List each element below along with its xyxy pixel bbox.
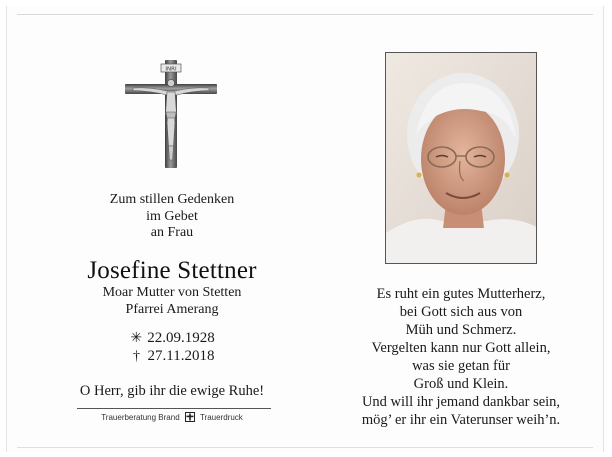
verse-line: Und will ihr jemand dankbar sein, xyxy=(361,394,561,410)
printer-footer xyxy=(27,412,317,422)
bottom-edge-divider xyxy=(17,447,593,448)
verse-line: Vergelten kann nur Gott allein, xyxy=(371,340,551,356)
death-date: 27.11.2018 xyxy=(147,347,215,364)
birth-date-row xyxy=(27,330,317,348)
verse-line: was sie getan für xyxy=(412,358,510,374)
portrait-photo xyxy=(385,52,537,264)
death-date-row xyxy=(27,348,317,366)
prayer-line: O Herr, gib ihr die ewige Ruhe! xyxy=(79,383,265,399)
intro-line: an Frau xyxy=(150,225,194,240)
birth-date: 22.09.1928 xyxy=(147,330,215,346)
title-line: Pfarrei Amerang xyxy=(125,302,219,317)
title-line: Moar Mutter von Stetten xyxy=(102,285,242,300)
memorial-verse xyxy=(325,285,597,429)
portrait-image xyxy=(386,53,537,264)
intro-text xyxy=(27,192,317,242)
crucifix-icon xyxy=(123,52,219,172)
inri-sign: INRI xyxy=(165,66,177,73)
birth-star-icon: ✳ xyxy=(130,331,143,346)
footer-left-text: Trauerberatung Brand xyxy=(101,413,180,422)
deceased-name: Josefine Stettner xyxy=(87,257,257,284)
cross-square-logo-icon xyxy=(185,412,195,422)
footer-divider xyxy=(77,408,271,409)
verse-line: Müh und Schmerz. xyxy=(405,322,517,338)
deceased-title xyxy=(27,284,317,318)
life-dates xyxy=(27,330,317,365)
intro-line: im Gebet xyxy=(146,208,198,224)
verse-line: mög’ er ihr ein Vaterunser weih’n. xyxy=(361,412,561,428)
verse-line: Groß und Klein. xyxy=(413,376,509,392)
verse-line: bei Gott sich aus von xyxy=(399,304,523,320)
left-panel xyxy=(27,6,317,452)
footer-right-text: Trauerdruck xyxy=(199,413,243,422)
memorial-card xyxy=(6,6,604,452)
verse-line: Es ruht ein gutes Mutterherz, xyxy=(376,286,546,302)
intro-line: Zum stillen Gedenken xyxy=(109,192,235,207)
death-cross-icon: † xyxy=(133,348,141,364)
